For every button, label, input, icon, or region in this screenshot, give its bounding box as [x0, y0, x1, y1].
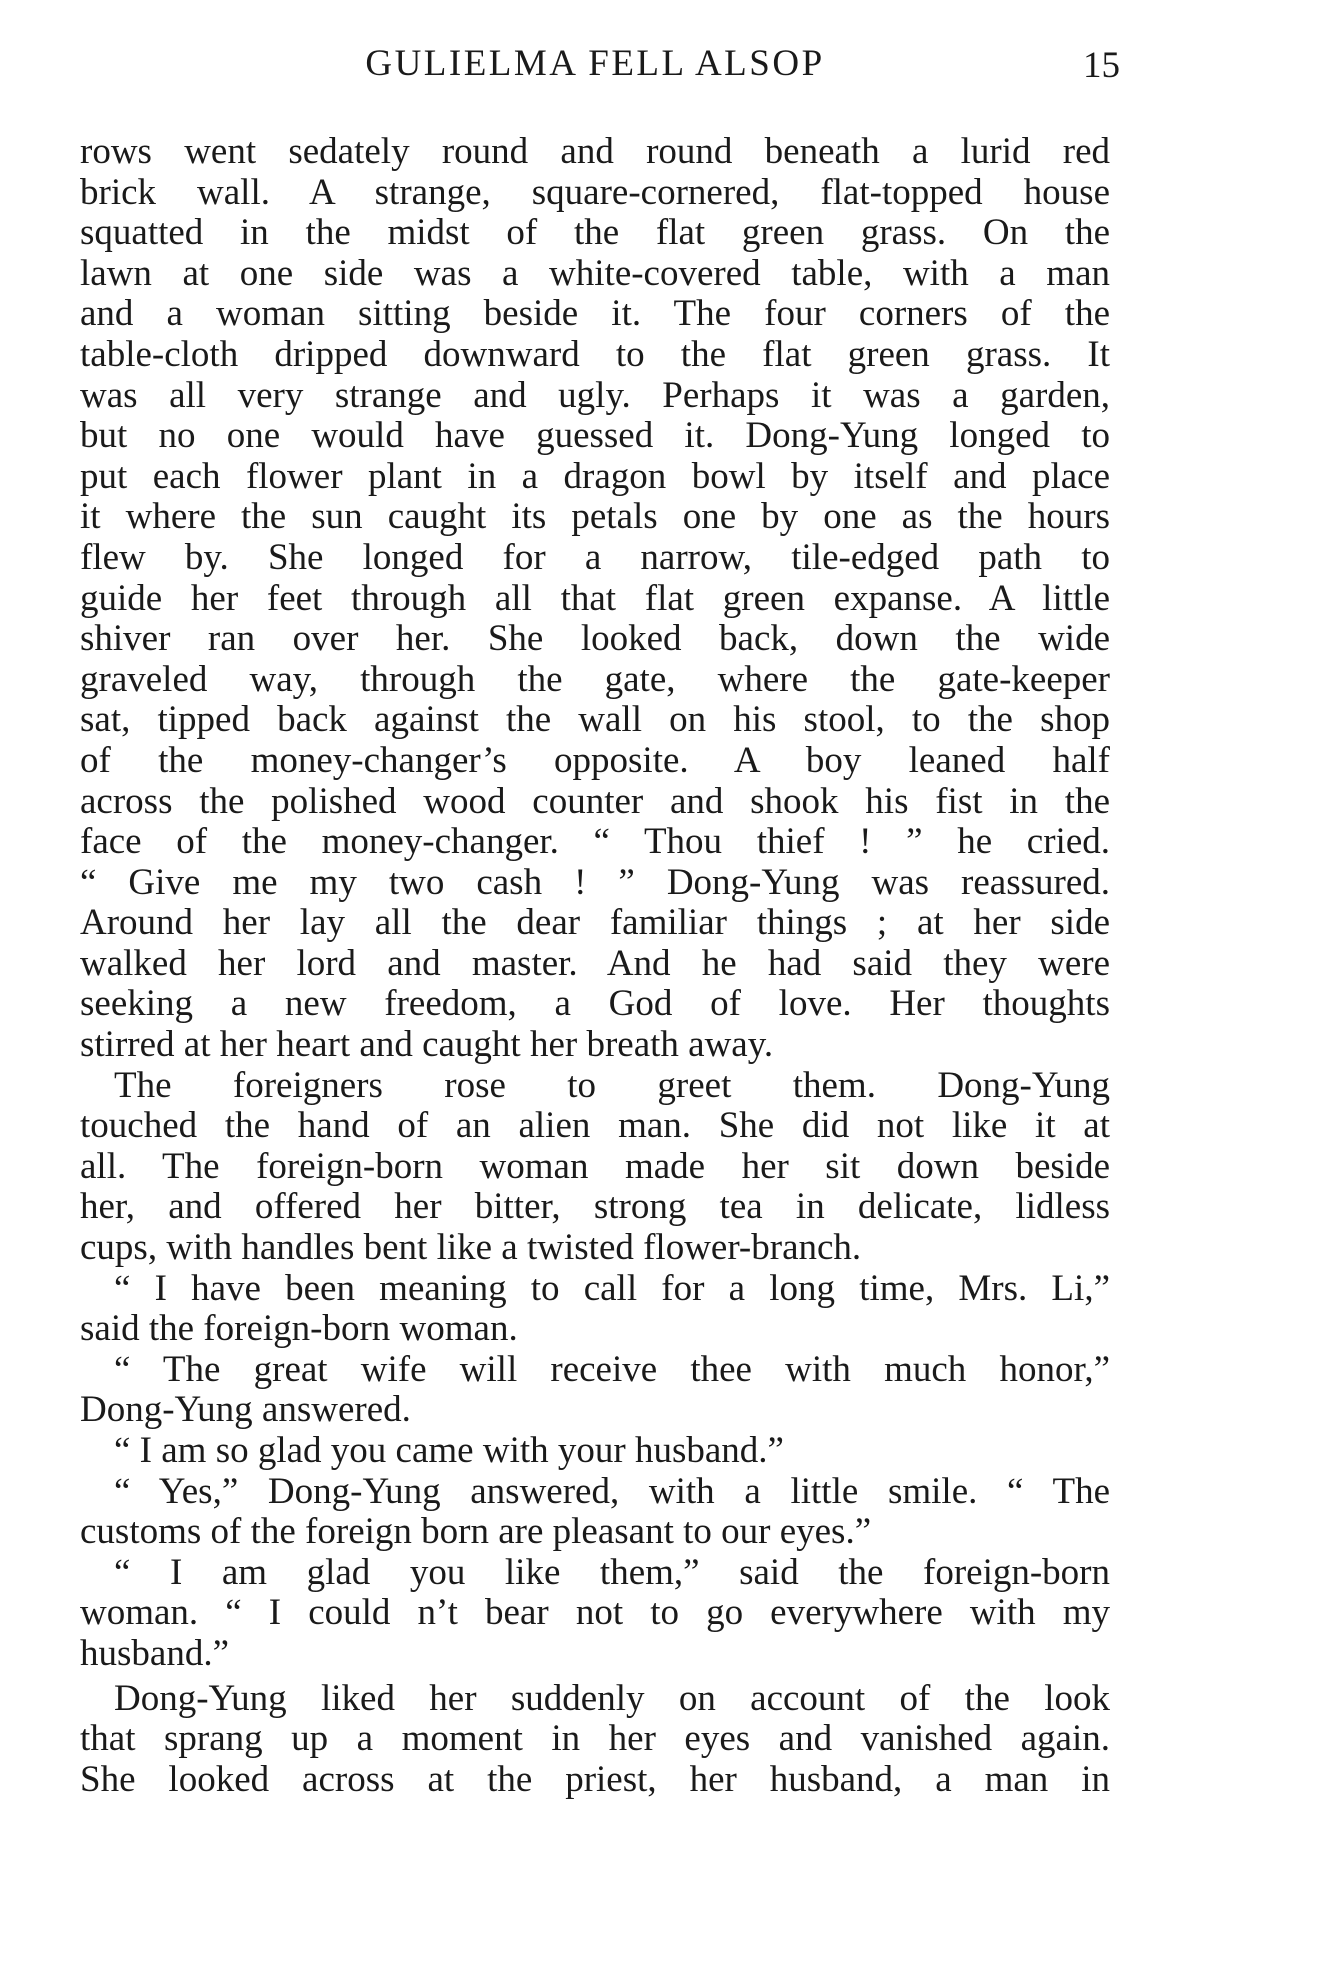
text-line: Around her lay all the dear familiar things ; at her side: [80, 902, 1110, 944]
text-line: seeking a new freedom, a God of love. Her thoughts: [80, 983, 1110, 1025]
text-line: husband.”: [80, 1632, 229, 1674]
text-line: She looked across at the priest, her husband, a man in: [80, 1758, 1110, 1800]
text-line: squatted in the midst of the flat green grass. On the: [80, 212, 1110, 254]
text-line: face of the money-changer. “ Thou thief ! ” he cried.: [80, 821, 1110, 863]
text-line: across the polished wood counter and shook his fist in the: [80, 780, 1110, 822]
text-line: her, and offered her bitter, strong tea in delicate, lidless: [80, 1186, 1110, 1228]
text-line: “ Yes,” Dong-Yung answered, with a little smile. “ The: [114, 1470, 1110, 1512]
text-line: table-cloth dripped downward to the flat green grass. It: [80, 333, 1110, 375]
text-line: shiver ran over her. She looked back, down the wide: [80, 618, 1110, 660]
text-line: flew by. She longed for a narrow, tile-edged path to: [80, 536, 1110, 578]
text-line: The foreigners rose to greet them. Dong-Yung: [114, 1064, 1110, 1106]
text-line: put each flower plant in a dragon bowl by itself and place: [80, 455, 1110, 497]
text-line: Dong-Yung liked her suddenly on account of the look: [114, 1677, 1110, 1719]
text-line: all. The foreign-born woman made her sit down beside: [80, 1145, 1110, 1187]
text-line: Dong-Yung answered.: [80, 1389, 411, 1431]
text-line: lawn at one side was a white-covered table, with a man: [80, 252, 1110, 294]
text-line: guide her feet through all that flat green expanse. A little: [80, 577, 1110, 619]
text-line: brick wall. A strange, square-cornered, flat-topped house: [80, 171, 1110, 213]
text-line: touched the hand of an alien man. She did not like it at: [80, 1105, 1110, 1147]
text-line: “ I am so glad you came with your husband.”: [114, 1430, 784, 1471]
text-line: said the foreign-born woman.: [80, 1308, 518, 1350]
text-line: sat, tipped back against the wall on his stool, to the shop: [80, 699, 1110, 741]
text-line: but no one would have guessed it. Dong-Yung longed to: [80, 415, 1110, 457]
text-line: “ I have been meaning to call for a long time, Mrs. Li,”: [114, 1267, 1110, 1309]
text-line: graveled way, through the gate, where the gate-keeper: [80, 658, 1110, 700]
text-line: was all very strange and ugly. Perhaps it was a garden,: [80, 374, 1110, 416]
text-line: woman. “ I could n’t bear not to go everywhere with my: [80, 1592, 1110, 1634]
body-text: [80, 132, 1110, 1800]
text-line: customs of the foreign born are pleasant to our eyes.”: [80, 1511, 872, 1553]
text-line: “ I am glad you like them,” said the foreign-born: [114, 1551, 1110, 1593]
text-line: it where the sun caught its petals one by one as the hours: [80, 496, 1110, 538]
text-line: rows went sedately round and round beneath a lurid red: [80, 131, 1110, 172]
text-line: that sprang up a moment in her eyes and vanished again.: [80, 1718, 1110, 1760]
text-line: walked her lord and master. And he had said they were: [80, 942, 1110, 984]
text-line: of the money-changer’s opposite. A boy leaned half: [80, 739, 1110, 781]
running-title: GULIELMA FELL ALSOP: [365, 43, 825, 84]
text-line: “ Give me my two cash ! ” Dong-Yung was reassured.: [80, 861, 1110, 903]
text-line: stirred at her heart and caught her breath away.: [80, 1024, 774, 1066]
text-line: cups, with handles bent like a twisted flower-branch.: [80, 1227, 862, 1269]
text-line: “ The great wife will receive thee with much honor,”: [114, 1348, 1110, 1390]
running-head: [80, 42, 1120, 94]
text-line: and a woman sitting beside it. The four corners of the: [80, 293, 1110, 335]
page-number: 15: [1083, 45, 1120, 86]
